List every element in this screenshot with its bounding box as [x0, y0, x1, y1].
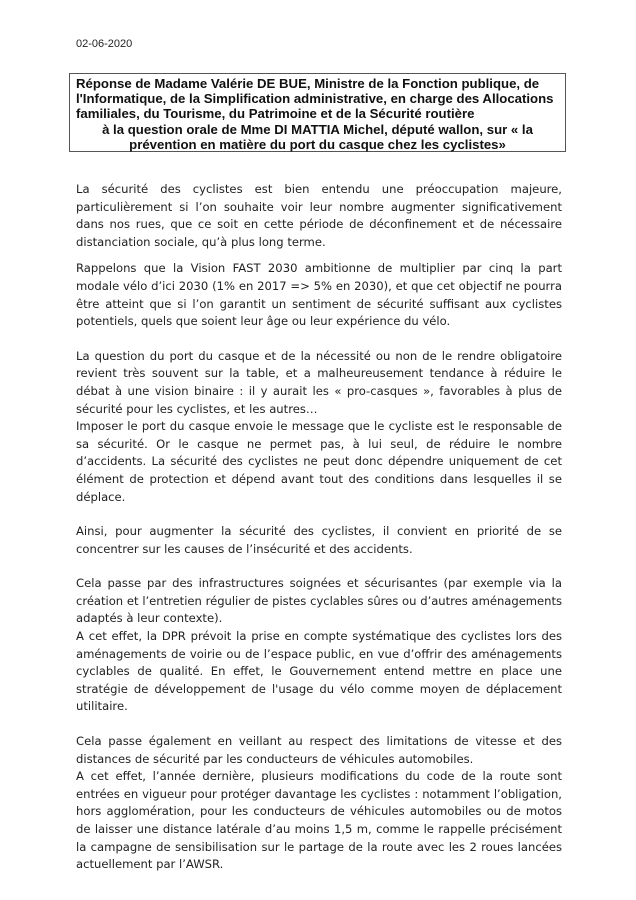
document-body: [76, 181, 562, 874]
text-line: stratégie de développement de l'usage du vélo comme moyen de déplacement: [76, 681, 562, 696]
text-line: actuellement par l’AWSR.: [76, 857, 224, 872]
document-date: 02-06-2020: [76, 38, 133, 50]
paragraph-helmet-question: [76, 348, 562, 418]
text-line: utilitaire.: [76, 699, 128, 714]
paragraph-road-code: [76, 768, 562, 874]
text-line: Ainsi, pour augmenter la sécurité des cyclistes, il convient en priorité de se: [76, 524, 562, 539]
text-line: A cet effet, l’année dernière, plusieurs modifications du code de la route sont: [76, 769, 562, 784]
text-line: La sécurité des cyclistes est bien entendu une préoccupation majeure,: [76, 182, 562, 196]
text-line: hors agglomération, pour les conducteurs de véhicules automobiles ou de motos: [76, 804, 562, 819]
text-line: potentiels, quels que soient leur âge ou leur expérience du vélo.: [76, 314, 451, 329]
text-line: déplace.: [76, 489, 126, 504]
text-line: la campagne de sensibilisation sur le partage de la route avec les 2 roues lancées: [76, 839, 562, 854]
text-line: A cet effet, la DPR prévoit la prise en compte systématique des cyclistes lors des: [76, 629, 562, 644]
paragraph-dpr: [76, 628, 562, 716]
paragraph-speed-limits: [76, 733, 562, 768]
text-line: distances de sécurité par les conducteurs de véhicules automobiles.: [76, 751, 474, 766]
text-line: Rappelons que la Vision FAST 2030 ambitionne de multiplier par cinq la part: [76, 261, 562, 276]
text-line: Cela passe par des infrastructures soignées et sécurisantes (par exemple via la: [76, 576, 562, 591]
text-line: particulièrement si l’on souhaite voir leur nombre augmenter significativement: [76, 199, 562, 214]
text-line: cyclables de qualité. En effet, le Gouvernement entend mettre en place une: [76, 664, 562, 679]
text-line: La question du port du casque et de la nécessité ou non de le rendre obligatoire: [76, 348, 562, 363]
text-line: concentrer sur les causes de l’insécurité et des accidents.: [76, 541, 413, 556]
text-line: aménagements de voirie ou de l’espace public, en vue d’offrir des aménagements: [76, 646, 562, 661]
text-line: être atteint que si l’on garantit un sentiment de sécurité suffisant aux cyclistes: [76, 296, 562, 311]
text-line: sa sécurité. Or le casque ne permet pas, à lui seul, de réduire le nombre: [76, 436, 562, 451]
title-box: [69, 73, 566, 152]
paragraph-cyclist-safety: [76, 181, 562, 251]
title-line: familiales, du Tourisme, du Patrimoine et de la Sécurité routière: [76, 106, 475, 122]
text-line: sécurité pour les cyclistes, et les autres…: [76, 401, 318, 416]
title-line: prévention en matière du port du casque chez les cyclistes»: [129, 136, 506, 152]
text-line: distanciation sociale, qu’à plus long terme.: [76, 234, 326, 249]
paragraph-impose-helmet: [76, 418, 562, 506]
text-line: entrées en vigueur pour protéger davantage les cyclistes : notamment l’obligation,: [76, 786, 562, 801]
text-line: adaptés à leur contexte).: [76, 611, 223, 626]
paragraph-vision-fast: [76, 260, 562, 330]
text-line: de laisser une distance latérale d’au moins 1,5 m, comme le rappelle précisément: [76, 822, 562, 836]
text-line: revient très souvent sur la table, et a malheureusement tendance à réduire le: [76, 366, 562, 381]
title-line: Réponse de Madame Valérie DE BUE, Ministre de la Fonction publique, de: [76, 76, 540, 91]
text-line: dans nos rues, que ce soit en cette période de déconfinement et de nécessaire: [76, 217, 562, 232]
text-line: débat à une vision binaire : il y aurait les « pro-casques », favorables à plus de: [76, 383, 562, 398]
title-line: l'Informatique, de la Simplification administrative, en charge des Allocations: [76, 91, 554, 107]
paragraph-priority: [76, 523, 562, 558]
text-line: d’accidents. La sécurité des cyclistes ne peut donc dépendre uniquement de cet: [76, 454, 562, 469]
text-line: modale vélo d’ici 2030 (1% en 2017 => 5% en 2030), et que cet objectif ne pourra: [76, 278, 562, 293]
text-line: création et l’entretien régulier de pistes cyclables sûres ou d’autres aménagements: [76, 593, 562, 608]
text-line: élément de protection et dépend avant tout des conditions dans lesquelles il se: [76, 471, 562, 486]
title-line: à la question orale de Mme DI MATTIA Michel, député wallon, sur « la: [102, 121, 533, 137]
paragraph-infrastructure: [76, 575, 562, 628]
text-line: Cela passe également en veillant au respect des limitations de vitesse et des: [76, 734, 562, 749]
text-line: Imposer le port du casque envoie le message que le cycliste est le responsable de: [76, 419, 562, 434]
